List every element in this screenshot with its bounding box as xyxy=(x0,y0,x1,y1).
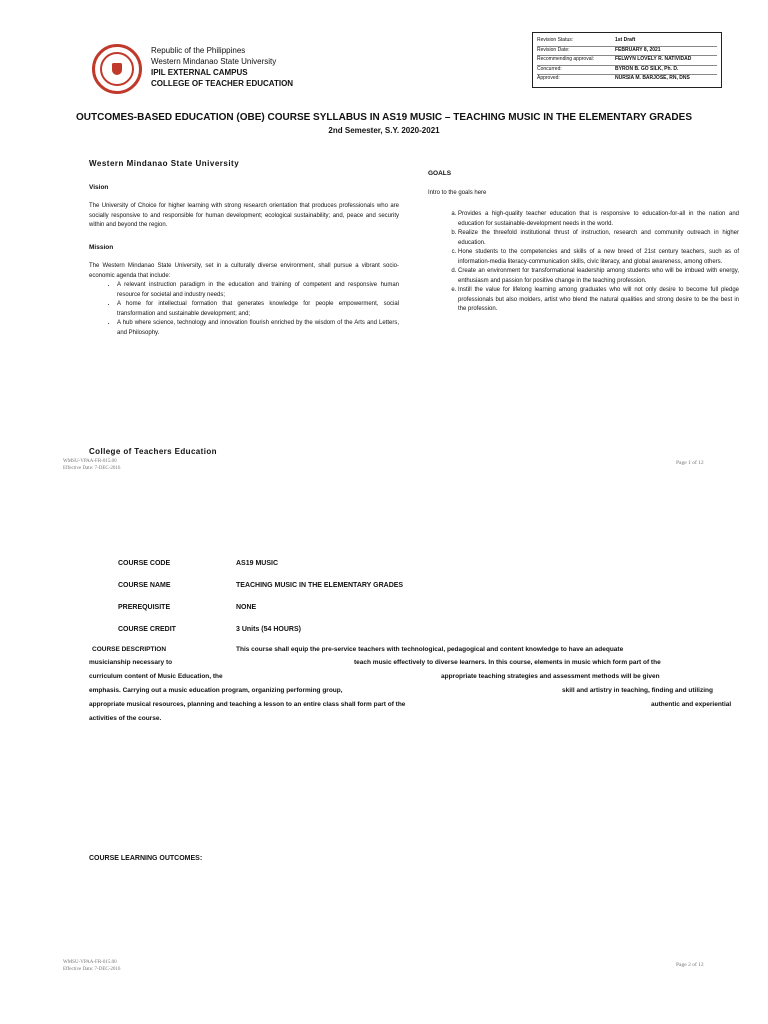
description-fragment: curriculum content of Music Education, the xyxy=(89,673,223,680)
list-item: • A hub where science, technology and innovation flourish enriched by the wisdom of the Arts and Letters, and Philosophy. xyxy=(117,319,399,338)
list-item: d. Create an environment for transformational leadership among students who will be imbued with energy, enthusiasm and passion for positive change in the teaching profession. xyxy=(458,267,739,286)
description-fragment: This course shall equip the pre-service teachers with technological, pedagogical and content knowledge to have an adequate xyxy=(236,646,624,653)
syllabus-title: OUTCOMES-BASED EDUCATION (OBE) COURSE SYLLABUS IN AS19 MUSIC – TEACHING MUSIC IN THE ELEMENTARY GRADES xyxy=(76,112,692,123)
mission-heading: Mission xyxy=(89,243,114,251)
course-name-value: TEACHING MUSIC IN THE ELEMENTARY GRADES xyxy=(236,582,404,589)
revision-label: Recommending approval: xyxy=(537,56,594,63)
revision-label: Approved: xyxy=(537,75,560,82)
campus-line: IPIL EXTERNAL CAMPUS xyxy=(151,68,248,77)
mission-list xyxy=(89,281,399,338)
list-item: • A relevant instruction paradigm in the education and training of competent and responsive human resource for societal and industry needs; xyxy=(117,281,399,300)
vision-mission-column xyxy=(89,159,399,338)
course-learning-outcomes-heading: COURSE LEARNING OUTCOMES: xyxy=(89,855,203,862)
description-fragment: appropriate musical resources, planning and teaching a lesson to an entire class shall form part of the xyxy=(89,701,406,708)
course-code-value: AS19 MUSIC xyxy=(236,560,279,567)
description-fragment: activities of the course. xyxy=(89,715,162,722)
course-credit-value: 3 Units (54 HOURS) xyxy=(236,626,301,633)
list-item: c. Hone students to the competencies and skills of a new breed of 21st century teachers, such as of information-media literacy-communication skills, civic literacy, and global awareness, among others. xyxy=(458,248,739,267)
description-fragment: musicianship necessary to xyxy=(89,659,173,666)
form-code: WMSU-VPAA-FR-015.00 xyxy=(63,459,117,464)
page-number: Page 1 of 12 xyxy=(676,460,704,466)
letterhead xyxy=(151,45,293,89)
form-code-footer xyxy=(63,459,120,472)
prerequisite-label: PREREQUISITE xyxy=(118,604,171,611)
revision-row xyxy=(537,75,717,84)
revision-value: BYRON B. GO SILK, Ph. D. xyxy=(615,65,679,72)
goals-column xyxy=(428,169,739,315)
prerequisite-value: NONE xyxy=(236,604,257,611)
revision-row xyxy=(537,66,717,76)
goals-list xyxy=(428,210,739,315)
seal-emblem xyxy=(112,63,122,75)
course-code-label: COURSE CODE xyxy=(118,560,171,567)
page-number: Page 2 of 12 xyxy=(676,962,704,968)
university-line: Western Mindanao State University xyxy=(151,57,277,66)
revision-value: NURSIA M. BARJOSE, RN, DNS xyxy=(615,75,690,82)
goals-intro: Intro to the goals here xyxy=(428,189,487,196)
form-code-footer xyxy=(63,960,120,973)
revision-label: Revision Status: xyxy=(537,37,574,43)
republic-line: Republic of the Philippines xyxy=(151,46,246,55)
revision-table xyxy=(532,32,722,88)
description-fragment: authentic and experiential xyxy=(651,701,732,708)
revision-label: Revision Date: xyxy=(537,46,570,53)
mission-text: The Western Mindanao State University, set in a culturally diverse environment, shall pursue a vibrant socio-economic agenda that include: xyxy=(89,263,399,279)
course-description xyxy=(89,646,749,726)
college-footer: College of Teachers Education xyxy=(89,447,217,456)
course-credit-label: COURSE CREDIT xyxy=(118,626,176,633)
goals-heading: GOALS xyxy=(428,170,452,177)
college-line: COLLEGE OF TEACHER EDUCATION xyxy=(151,79,294,88)
description-fragment: emphasis. Carrying out a music education program, organizing performing group, xyxy=(89,687,343,694)
description-fragment: skill and artistry in teaching, finding and utilizing xyxy=(562,687,713,694)
revision-label: Concurred: xyxy=(537,65,562,72)
list-item: • A home for intellectual formation that generates knowledge for people empowerment, social transformation and sustainable development; and; xyxy=(117,300,399,319)
list-item: b. Realize the threefold institutional thrust of instruction, research and community outreach in higher education. xyxy=(458,229,739,248)
vision-heading: Vision xyxy=(89,183,109,191)
seal-inner-ring xyxy=(100,52,134,86)
semester-subtitle: 2nd Semester, S.Y. 2020-2021 xyxy=(328,126,440,135)
list-item: a. Provides a high-quality teacher education that is responsive to education-for-all in the nation and education for sustainable-development needs in the world. xyxy=(458,210,739,229)
description-fragment: teach music effectively to diverse learners. In this course, elements in music which form part of the xyxy=(354,659,661,666)
revision-value: 1st Draft xyxy=(615,37,636,43)
effective-date: Effective Date: 7-DEC-2016 xyxy=(63,966,121,972)
revision-value: FELWYN LOVELY R. NATIVIDAD xyxy=(615,56,692,63)
revision-row xyxy=(537,37,717,47)
revision-row xyxy=(537,47,717,57)
description-fragment: appropriate teaching strategies and assessment methods will be given xyxy=(441,673,660,680)
university-seal-logo xyxy=(92,44,142,94)
vision-text: The University of Choice for higher learning with strong research orientation that produces professionals who are socially responsive to and responsible for human development; ecological sustainability; and, peace and security within and beyond the region. xyxy=(89,203,399,228)
effective-date: Effective Date: 7-DEC-2016 xyxy=(63,465,121,471)
revision-row xyxy=(537,56,717,66)
course-name-label: COURSE NAME xyxy=(118,582,171,589)
university-heading: Western Mindanao State University xyxy=(89,159,240,168)
form-code: WMSU-VPAA-FR-015.00 xyxy=(63,960,117,965)
course-description-label: COURSE DESCRIPTION xyxy=(92,646,167,653)
list-item: e. Instill the value for lifelong learning among graduates who will not only desire to become full pledge professionals but also molders, artist who blend the natural qualities and strong desire to be the best in the profession. xyxy=(458,286,739,315)
revision-value: FEBRUARY 8, 2021 xyxy=(615,46,661,53)
